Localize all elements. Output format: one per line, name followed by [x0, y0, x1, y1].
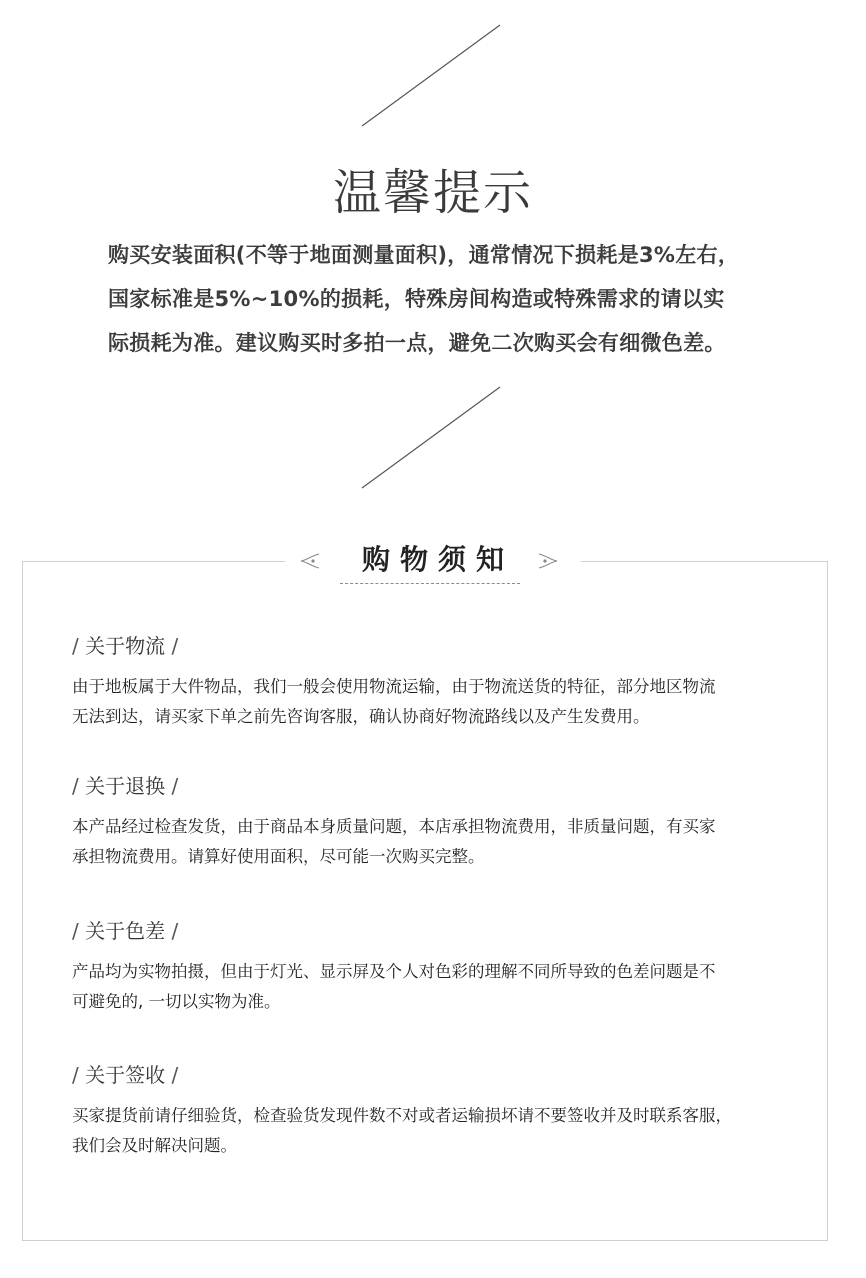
slash-mark: /	[165, 774, 179, 798]
notice-title: 购物须知	[361, 543, 514, 576]
section-heading-text: 关于物流	[85, 634, 166, 658]
section-heading	[72, 917, 817, 945]
section-line: 我们会及时解决问题。	[72, 1136, 237, 1155]
slash-mark: /	[72, 919, 86, 943]
section-receipt	[72, 1061, 817, 1161]
section-color-difference	[72, 917, 817, 1017]
section-heading-text: 关于签收	[85, 1063, 166, 1087]
section-line: 可避免的, 一切以实物为准。	[72, 992, 281, 1011]
section-text	[72, 812, 817, 872]
section-line: 本产品经过检查发货，由于商品本身质量问题，本店承担物流费用，非质量问题，有买家	[72, 817, 716, 836]
section-heading	[72, 632, 817, 660]
section-text	[72, 957, 817, 1017]
slash-mark: /	[72, 774, 86, 798]
section-heading-text: 关于色差	[85, 919, 166, 943]
slash-mark: /	[72, 634, 86, 658]
tips-line: 购买安装面积(不等于地面测量面积)，通常情况下损耗是3%左右，	[108, 243, 740, 267]
tips-title: 温馨提示	[332, 165, 533, 221]
diagonal-divider-bottom	[355, 384, 505, 494]
tips-body	[108, 233, 788, 365]
slash-mark: /	[165, 919, 179, 943]
section-line: 买家提货前请仔细验货，检查验货发现件数不对或者运输损坏请不要签收并及时联系客服，	[72, 1106, 732, 1125]
section-heading	[72, 772, 817, 800]
section-returns	[72, 772, 817, 872]
ornament-left-icon	[297, 552, 323, 570]
slash-mark: /	[72, 1063, 86, 1087]
slash-mark: /	[165, 1063, 179, 1087]
section-line: 产品均为实物拍摄，但由于灯光、显示屏及个人对色彩的理解不同所导致的色差问题是不	[72, 962, 716, 981]
tips-line: 国家标准是5%~10%的损耗，特殊房间构造或特殊需求的请以实	[108, 287, 725, 311]
section-heading	[72, 1061, 817, 1089]
ornament-right-icon	[535, 552, 561, 570]
notice-title-underline	[340, 583, 520, 584]
section-logistics	[72, 632, 817, 732]
notice-header	[285, 538, 581, 588]
section-text	[72, 672, 817, 732]
section-text	[72, 1101, 817, 1161]
section-line: 由于地板属于大件物品，我们一般会使用物流运输，由于物流送货的特征，部分地区物流	[72, 677, 716, 696]
section-line: 承担物流费用。请算好使用面积，尽可能一次购买完整。	[72, 847, 485, 866]
section-line: 无法到达，请买家下单之前先咨询客服，确认协商好物流路线以及产生发费用。	[72, 707, 650, 726]
tips-line: 际损耗为准。建议购买时多拍一点，避免二次购买会有细微色差。	[108, 331, 726, 355]
slash-mark: /	[165, 634, 179, 658]
section-heading-text: 关于退换	[85, 774, 166, 798]
diagonal-divider-top	[355, 22, 505, 132]
